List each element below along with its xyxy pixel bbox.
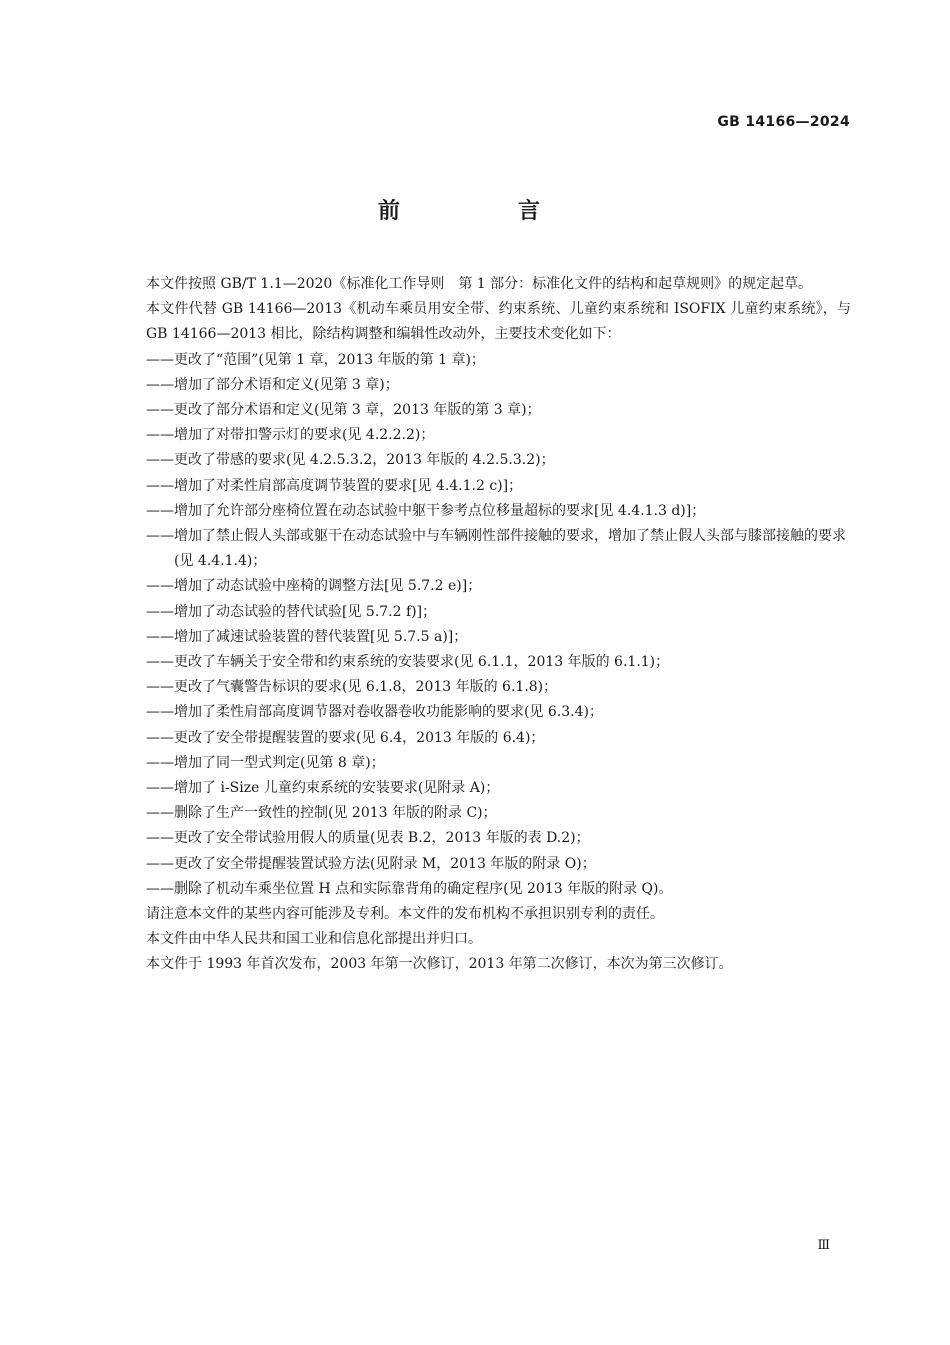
list-item: ——增加了动态试验中座椅的调整方法[见 5.7.2 e)]；	[146, 578, 482, 595]
list-item: ——更改了“范围”(见第 1 章，2013 年版的第 1 章)；	[146, 351, 485, 368]
list-item: ——更改了安全带提醒装置试验方法(见附录 M，2013 年版的附录 O)；	[146, 855, 596, 872]
list-item: ——增加了同一型式判定(见第 8 章)；	[146, 754, 385, 771]
list-item: ——增加了允许部分座椅位置在动态试验中躯干参考点位移量超标的要求[见 4.4.1.3 d)]；	[146, 502, 706, 519]
list-item: ——更改了带感的要求(见 4.2.5.3.2，2013 年版的 4.2.5.3.2)；	[146, 452, 555, 469]
document-body	[146, 272, 851, 978]
intro-paragraph-replacement: 本文件代替 GB 14166—2013《机动车乘员用安全带、约束系统、儿童约束系统和 ISOFIX 儿童约束系统》，与 GB 14166—2013 相比，除结构调整和编辑性改动外，主要技术变化如下：	[146, 301, 851, 343]
list-item: ——更改了车辆关于安全带和约束系统的安装要求(见 6.1.1，2013 年版的 6.1.1)；	[146, 654, 670, 671]
list-item: ——增加了减速试验装置的替代装置[见 5.7.5 a)]；	[146, 628, 468, 645]
list-item: ——更改了气囊警告标识的要求(见 6.1.8，2013 年版的 6.1.8)；	[146, 679, 558, 696]
list-item: ——删除了机动车乘坐位置 H 点和实际靠背角的确定程序(见 2013 年版的附录 Q)。	[146, 880, 673, 897]
proposer-paragraph: 本文件由中华人民共和国工业和信息化部提出并归口。	[146, 931, 482, 948]
list-item: ——增加了对柔性肩部高度调节装置的要求[见 4.4.1.2 c)]；	[146, 477, 523, 494]
list-item: ——增加了柔性肩部高度调节器对卷收器卷收功能影响的要求(见 6.3.4)；	[146, 704, 603, 721]
technical-changes-list	[146, 348, 851, 902]
page-title: 前 言	[377, 199, 588, 224]
standard-number: GB 14166—2024	[717, 114, 850, 130]
list-item: ——增加了 i-Size 儿童约束系统的安装要求(见附录 A)；	[146, 780, 500, 797]
list-item: ——更改了安全带试验用假人的质量(见表 B.2，2013 年版的表 D.2)；	[146, 830, 590, 847]
list-item: ——更改了部分术语和定义(见第 3 章，2013 年版的第 3 章)；	[146, 402, 541, 419]
page-number: Ⅲ	[817, 1238, 830, 1253]
list-item: ——增加了对带扣警示灯的要求(见 4.2.2.2)；	[146, 427, 435, 444]
list-item: ——增加了禁止假人头部或躯干在动态试验中与车辆刚性部件接触的要求，增加了禁止假人头部与膝部接触的要求(见 4.4.1.4)；	[146, 528, 846, 570]
intro-paragraph-drafting: 本文件按照 GB/T 1.1—2020《标准化工作导则 第 1 部分：标准化文件的结构和起草规则》的规定起草。	[146, 276, 813, 292]
list-item: ——增加了动态试验的替代试验[见 5.7.2 f)]；	[146, 603, 437, 620]
patent-notice-paragraph: 请注意本文件的某些内容可能涉及专利。本文件的发布机构不承担识别专利的责任。	[146, 906, 664, 923]
list-item: ——删除了生产一致性的控制(见 2013 年版的附录 C)；	[146, 805, 497, 822]
list-item: ——更改了安全带提醒装置的要求(见 6.4，2013 年版的 6.4)；	[146, 729, 545, 746]
list-item: ——增加了部分术语和定义(见第 3 章)；	[146, 376, 399, 393]
revision-history-paragraph: 本文件于 1993 年首次发布，2003 年第一次修订，2013 年第二次修订，本次为第三次修订。	[146, 956, 733, 973]
